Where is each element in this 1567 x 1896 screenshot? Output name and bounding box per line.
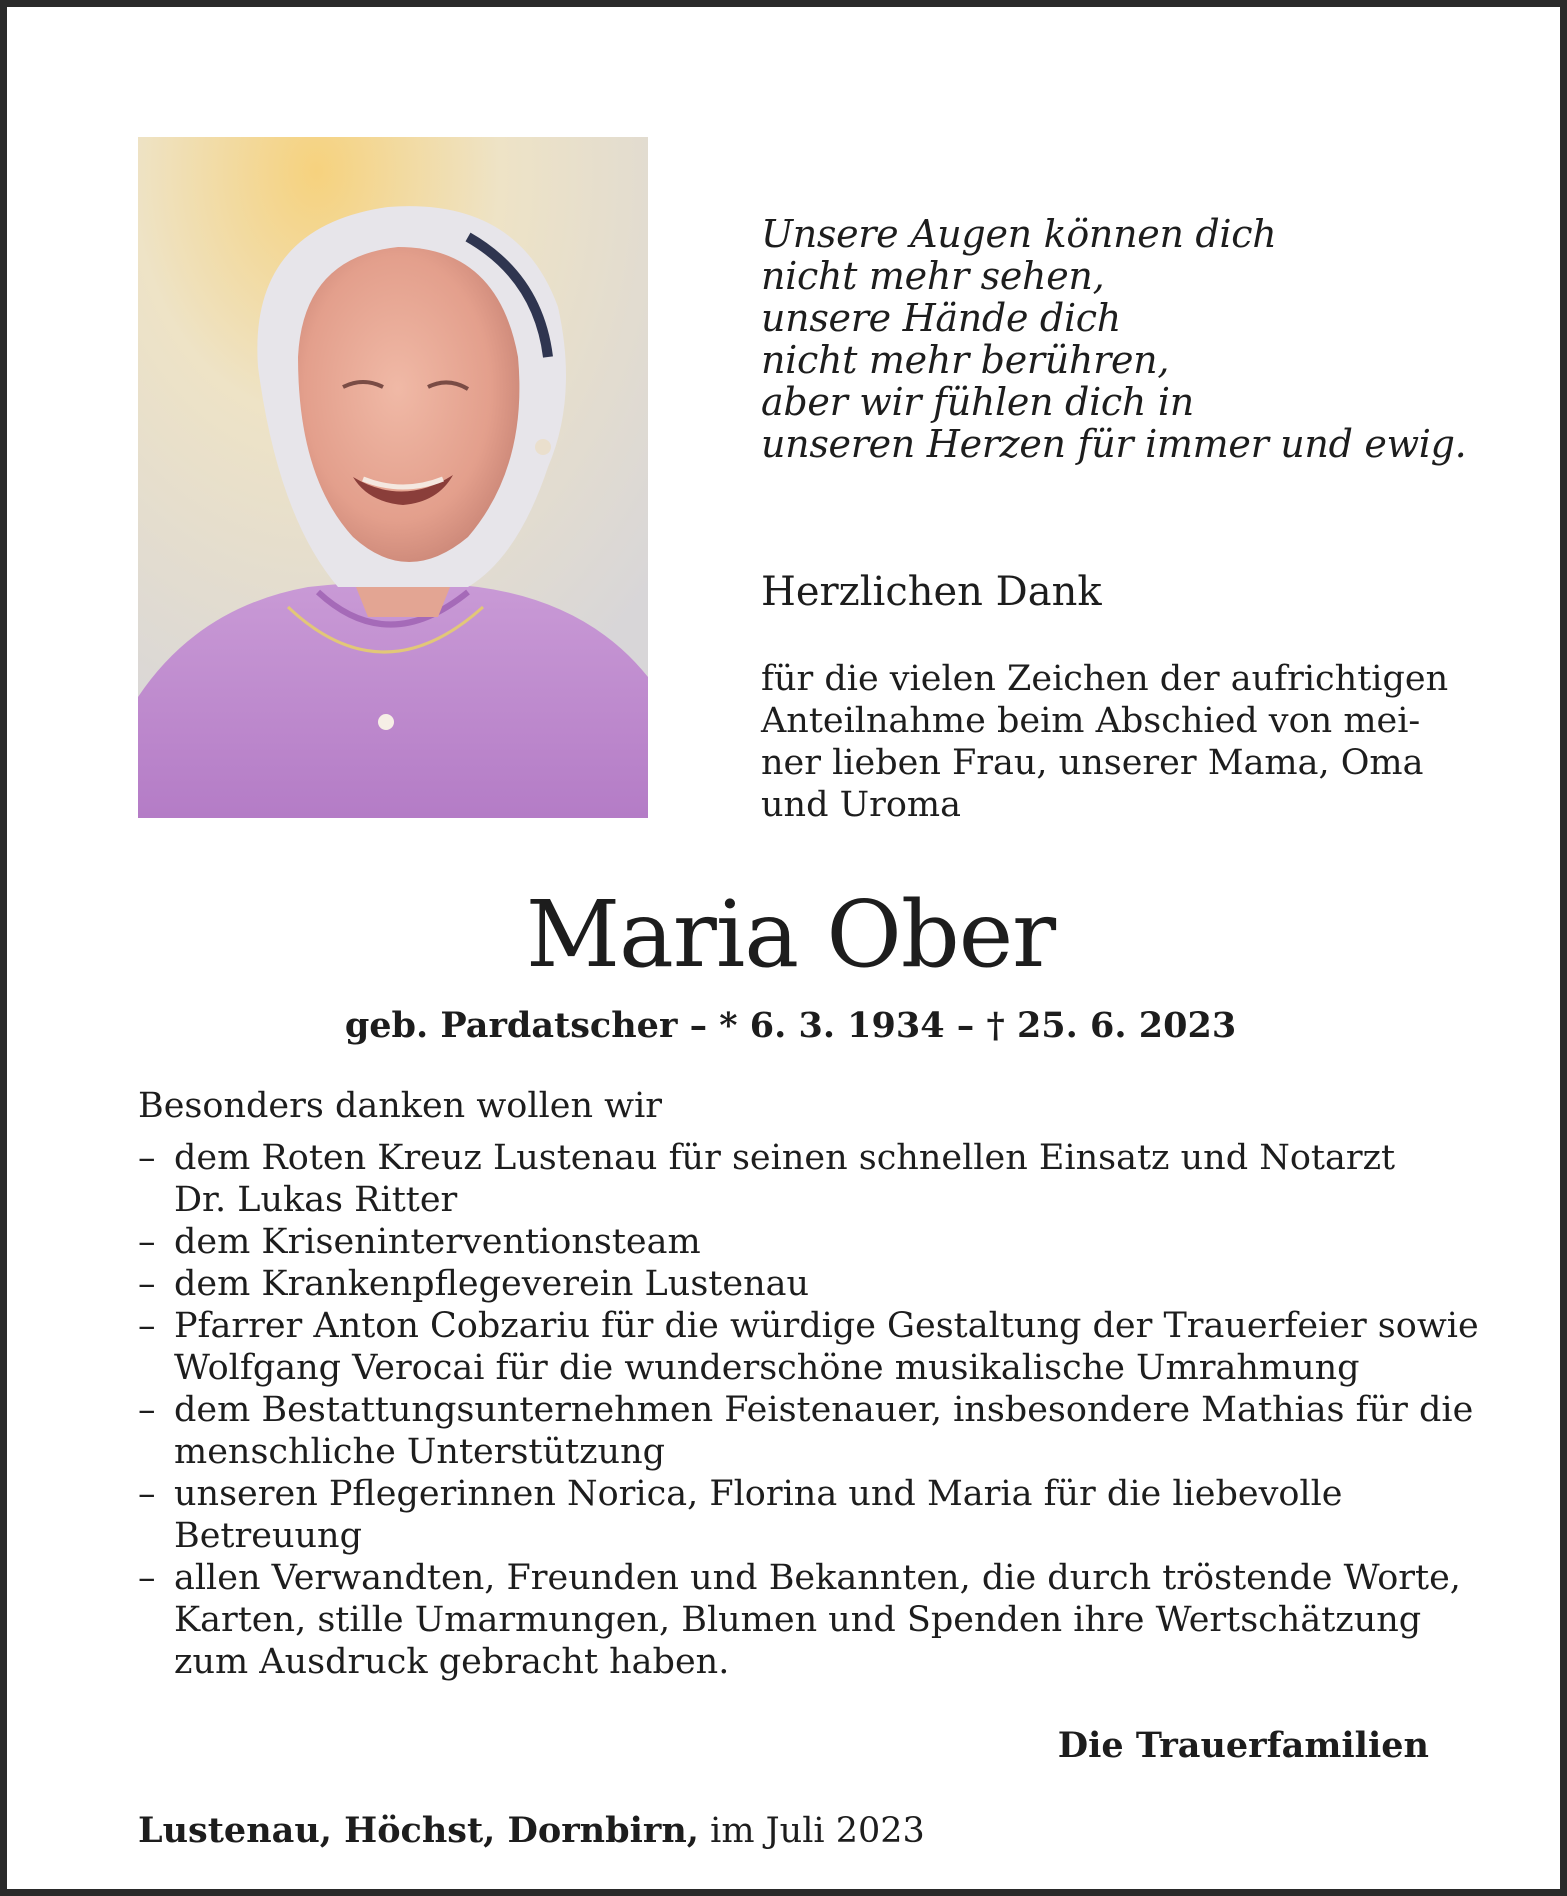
thanks-line-text: für die vielen Zeichen der aufrichtigen <box>761 659 1449 699</box>
list-item-line: menschliche Unterstützung <box>174 1432 666 1472</box>
list-item-line: dem Krankenpflegeverein Lustenau <box>174 1264 810 1304</box>
dash-bullet: – <box>138 1558 156 1598</box>
poem-line: Unsere Augen können dich <box>761 212 1277 256</box>
poem <box>761 212 1467 466</box>
list-item <box>138 1557 1461 1683</box>
acknowledgements-intro: Besonders danken wollen wir <box>138 1086 663 1126</box>
dash-bullet: – <box>138 1306 156 1346</box>
list-item <box>138 1221 1444 1263</box>
footer-date: im Juli 2023 <box>710 1811 925 1851</box>
poem-line: nicht mehr sehen, <box>761 254 1105 298</box>
list-item-line: dem Kriseninterventionsteam <box>174 1222 701 1262</box>
deceased-details: geb. Pardatscher – * 6. 3. 1934 – † 25. 6. 2023 <box>344 1005 1237 1046</box>
portrait-illustration <box>138 137 648 818</box>
deceased-name: Maria Ober <box>525 881 1056 988</box>
dash-bullet: – <box>138 1390 156 1430</box>
list-item <box>138 1389 1474 1473</box>
dash-bullet: – <box>138 1474 156 1514</box>
poem-line: nicht mehr berühren, <box>761 338 1170 382</box>
list-item-line: Wolfgang Verocai für die wunderschöne musikalische Umrahmung <box>174 1348 1360 1388</box>
thanks-line <box>761 658 1449 700</box>
list-item-line: unseren Pflegerinnen Norica, Florina und Maria für die liebevolle <box>174 1474 1343 1514</box>
footer <box>138 1807 925 1855</box>
dash-bullet: – <box>138 1222 156 1262</box>
list-item-line: Karten, stille Umarmungen, Blumen und Spenden ihre Wertschätzung <box>174 1600 1422 1640</box>
list-item-line: Betreuung <box>174 1516 362 1556</box>
dash-bullet: – <box>138 1138 156 1178</box>
list-item-line: dem Roten Kreuz Lustenau für seinen schnellen Einsatz und Notarzt <box>174 1138 1396 1178</box>
list-item <box>138 1473 1444 1557</box>
list-item <box>138 1263 1444 1305</box>
thanks-line: und Uroma <box>761 785 961 825</box>
dash-bullet: – <box>138 1264 156 1304</box>
poem-line: aber wir fühlen dich in <box>761 380 1194 424</box>
signature: Die Trauerfamilien <box>1057 1725 1429 1766</box>
thanks-text <box>761 658 1449 826</box>
list-item <box>138 1305 1479 1389</box>
thanks-line: Anteilnahme beim Abschied von mei- <box>761 701 1421 741</box>
poem-line: unseren Herzen für immer und ewig. <box>761 422 1467 466</box>
thanks-line: ner lieben Frau, unserer Mama, Oma <box>761 743 1424 783</box>
list-item <box>138 1137 1444 1221</box>
list-item-line: Pfarrer Anton Cobzariu für die würdige Gestaltung der Trauerfeier sowie <box>174 1306 1479 1346</box>
footer-places: Lustenau, Höchst, Dornbirn, <box>138 1810 699 1851</box>
acknowledgements-list <box>138 1137 1479 1683</box>
portrait-photo <box>138 137 648 818</box>
poem-line: unsere Hände dich <box>761 296 1121 340</box>
list-item-line: Dr. Lukas Ritter <box>174 1180 458 1220</box>
list-item-line: allen Verwandten, Freunden und Bekannten, die durch tröstende Worte, <box>174 1558 1461 1598</box>
list-item-line: dem Bestattungsunternehmen Feistenauer, insbesondere Mathias für die <box>174 1390 1474 1430</box>
list-item-line: zum Ausdruck gebracht haben. <box>174 1642 730 1682</box>
thanks-title: Herzlichen Dank <box>761 569 1102 615</box>
